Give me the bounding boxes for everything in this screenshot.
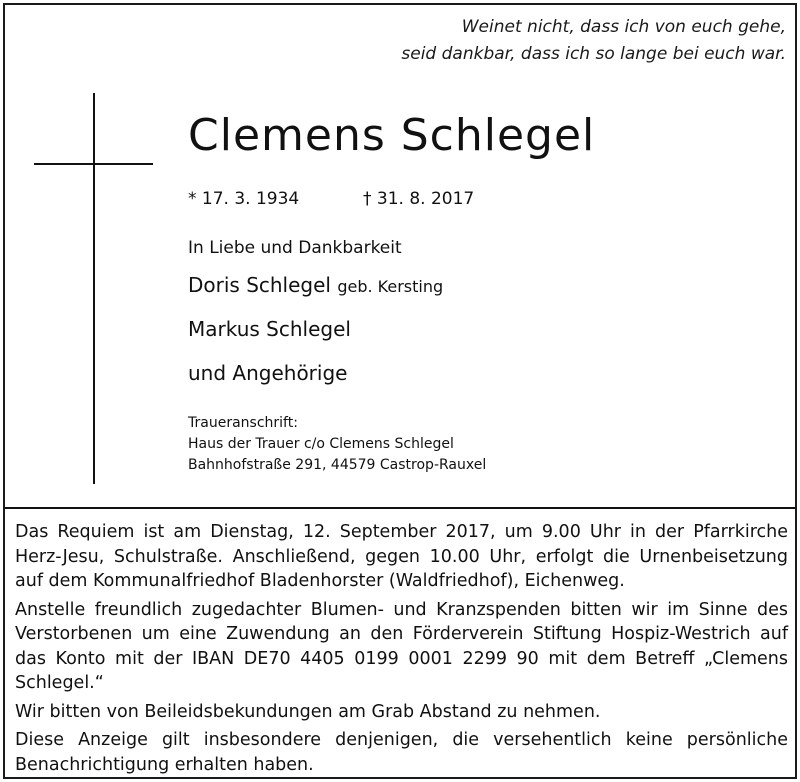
cross-icon-horizontal [34, 163, 153, 165]
death-date: † 31. 8. 2017 [363, 189, 475, 209]
mourner-entry [188, 317, 351, 341]
notification-paragraph: Diese Anzeige gilt insbesondere denjenigen, die versehentlich keine persönliche Benachrichtigung erhalten haben. [15, 730, 788, 775]
cross-icon-vertical [93, 93, 95, 484]
mourner-entry [188, 361, 347, 385]
deceased-name: Clemens Schlegel [188, 110, 596, 161]
donation-paragraph: Anstelle freundlich zugedachter Blumen- und Kranzspenden bitten wir im Sinne des Verstorbenen um eine Zuwendung an den Förderverein Stiftung Hospiz-Westrich auf das Konto mit der IBAN DE70 4405 0199 0001 2299 90 mit dem Betreff „Clemens Schlegel.“ [15, 599, 788, 693]
birth-date: * 17. 3. 1934 [188, 189, 300, 209]
quote-line: Weinet nicht, dass ich von euch gehe, [461, 17, 786, 37]
mourners-intro: In Liebe und Dankbarkeit [188, 238, 402, 258]
mourner-name: Markus Schlegel [188, 317, 351, 341]
address-line: Bahnhofstraße 291, 44579 Castrop-Rauxel [188, 457, 487, 473]
address-label: Traueranschrift: [188, 415, 298, 431]
quote-line: seid dankbar, dass ich so lange bei euch war. [401, 44, 786, 64]
section-divider [5, 507, 795, 509]
mourner-note: geb. Kersting [337, 277, 444, 296]
mourner-name: Doris Schlegel [188, 273, 331, 297]
condolence-paragraph: Wir bitten von Beileidsbekundungen am Grab Abstand zu nehmen. [15, 701, 601, 722]
requiem-paragraph: Das Requiem ist am Dienstag, 12. September 2017, um 9.00 Uhr in der Pfarrkirche Herz-Jesu, Schulstraße. Anschließend, gegen 10.00 Uhr, erfolgt die Urnenbeisetzung auf dem Kommunalfriedhof Bladenhorster (Waldfriedhof), Eichenweg. [15, 522, 788, 591]
service-details [15, 520, 788, 781]
mourning-address [188, 413, 486, 476]
mourner-entry [188, 273, 443, 297]
address-line: Haus der Trauer c/o Clemens Schlegel [188, 436, 454, 452]
mourner-name: und Angehörige [188, 361, 348, 385]
epigraph-quote [401, 14, 786, 68]
